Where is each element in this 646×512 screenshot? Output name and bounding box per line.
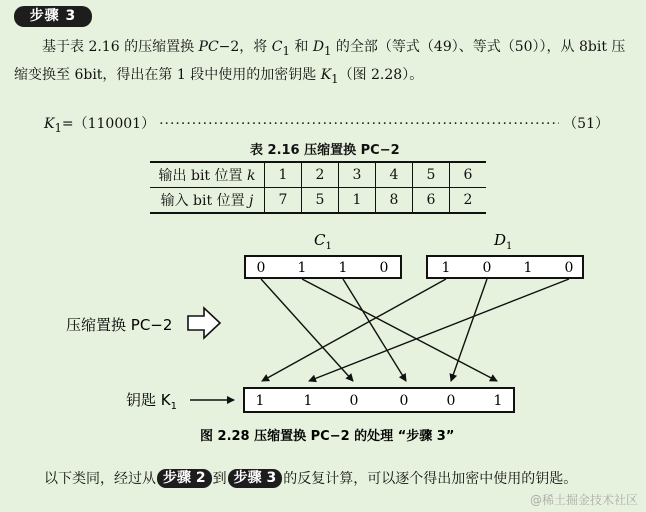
d1-bit: 1	[523, 260, 533, 276]
c1-bit: 0	[379, 260, 389, 276]
key-bit: 0	[446, 393, 456, 409]
table-cell: 6	[413, 188, 450, 214]
intro-paragraph: 基于表 2.16 的压缩置换 PC−2，将 $C_1$ 和 $D_1$ 的全部（等式（49）、等式（50）），从 8bit 压缩变换至 6bit，得出在第 1 段中使用的加密钥匙 $K_1$（图 2.28）。	[14, 39, 626, 86]
table-cell: 5	[302, 188, 339, 214]
key-bit: 1	[255, 393, 265, 409]
perm-arrow	[261, 279, 353, 381]
c1-bit: 1	[338, 260, 348, 276]
c1-box	[245, 256, 401, 278]
equation-value: =（110001）	[61, 116, 156, 132]
step-badge: 步骤 3	[14, 6, 92, 27]
perm-arrow	[262, 279, 446, 381]
equation-number: （51）	[563, 116, 609, 132]
row-label: 输出 bit 位置 k	[150, 162, 265, 188]
closing-sentence: 以下类同，经过从 步骤 2 到 步骤 3 的反复计算，可以逐个得出加密中使用的钥匙。	[44, 469, 578, 487]
d1-label: $D_1$	[494, 231, 513, 252]
table-cell: 1	[339, 188, 376, 214]
hollow-arrow-icon	[188, 308, 220, 338]
table-cell: 6	[450, 162, 487, 188]
equation-51: $K_1$ =（110001） ····· （51）	[44, 113, 609, 135]
perm-arrow	[302, 279, 497, 381]
table-cell: 2	[450, 188, 487, 214]
key-label: 钥匙 $K_1$	[126, 391, 177, 412]
perm-arrow	[309, 279, 569, 381]
step3-pill: 步骤 3	[228, 469, 283, 488]
row-label: 输入 bit 位置 j	[150, 188, 265, 214]
table-caption: 表 2.16 压缩置换 PC−2	[250, 143, 400, 158]
c1-bit: 1	[297, 260, 307, 276]
watermark: @稀土掘金技术社区	[529, 493, 638, 507]
table-cell: 2	[302, 162, 339, 188]
table-cell: 4	[376, 162, 413, 188]
table-cell: 5	[413, 162, 450, 188]
key-bit: 0	[399, 393, 409, 409]
key-bit: 0	[349, 393, 359, 409]
figure-caption: 图 2.28 压缩置换 PC−2 的处理 “步骤 3”	[200, 429, 455, 444]
perm-arrow	[343, 279, 406, 381]
table-cell: 8	[376, 188, 413, 214]
step2-pill: 步骤 2	[157, 469, 212, 488]
key-bit: 1	[303, 393, 313, 409]
table-cell: 7	[265, 188, 302, 214]
key-box	[244, 388, 514, 412]
table-cell: 3	[339, 162, 376, 188]
table-cell: 1	[265, 162, 302, 188]
key-bit: 1	[493, 393, 503, 409]
c1-label: $C_1$	[314, 231, 332, 252]
d1-bit: 0	[482, 260, 492, 276]
c1-bit: 0	[256, 260, 266, 276]
d1-bit: 0	[564, 260, 574, 276]
pc2-label: 压缩置换 PC−2	[66, 316, 173, 334]
d1-bit: 1	[441, 260, 451, 276]
